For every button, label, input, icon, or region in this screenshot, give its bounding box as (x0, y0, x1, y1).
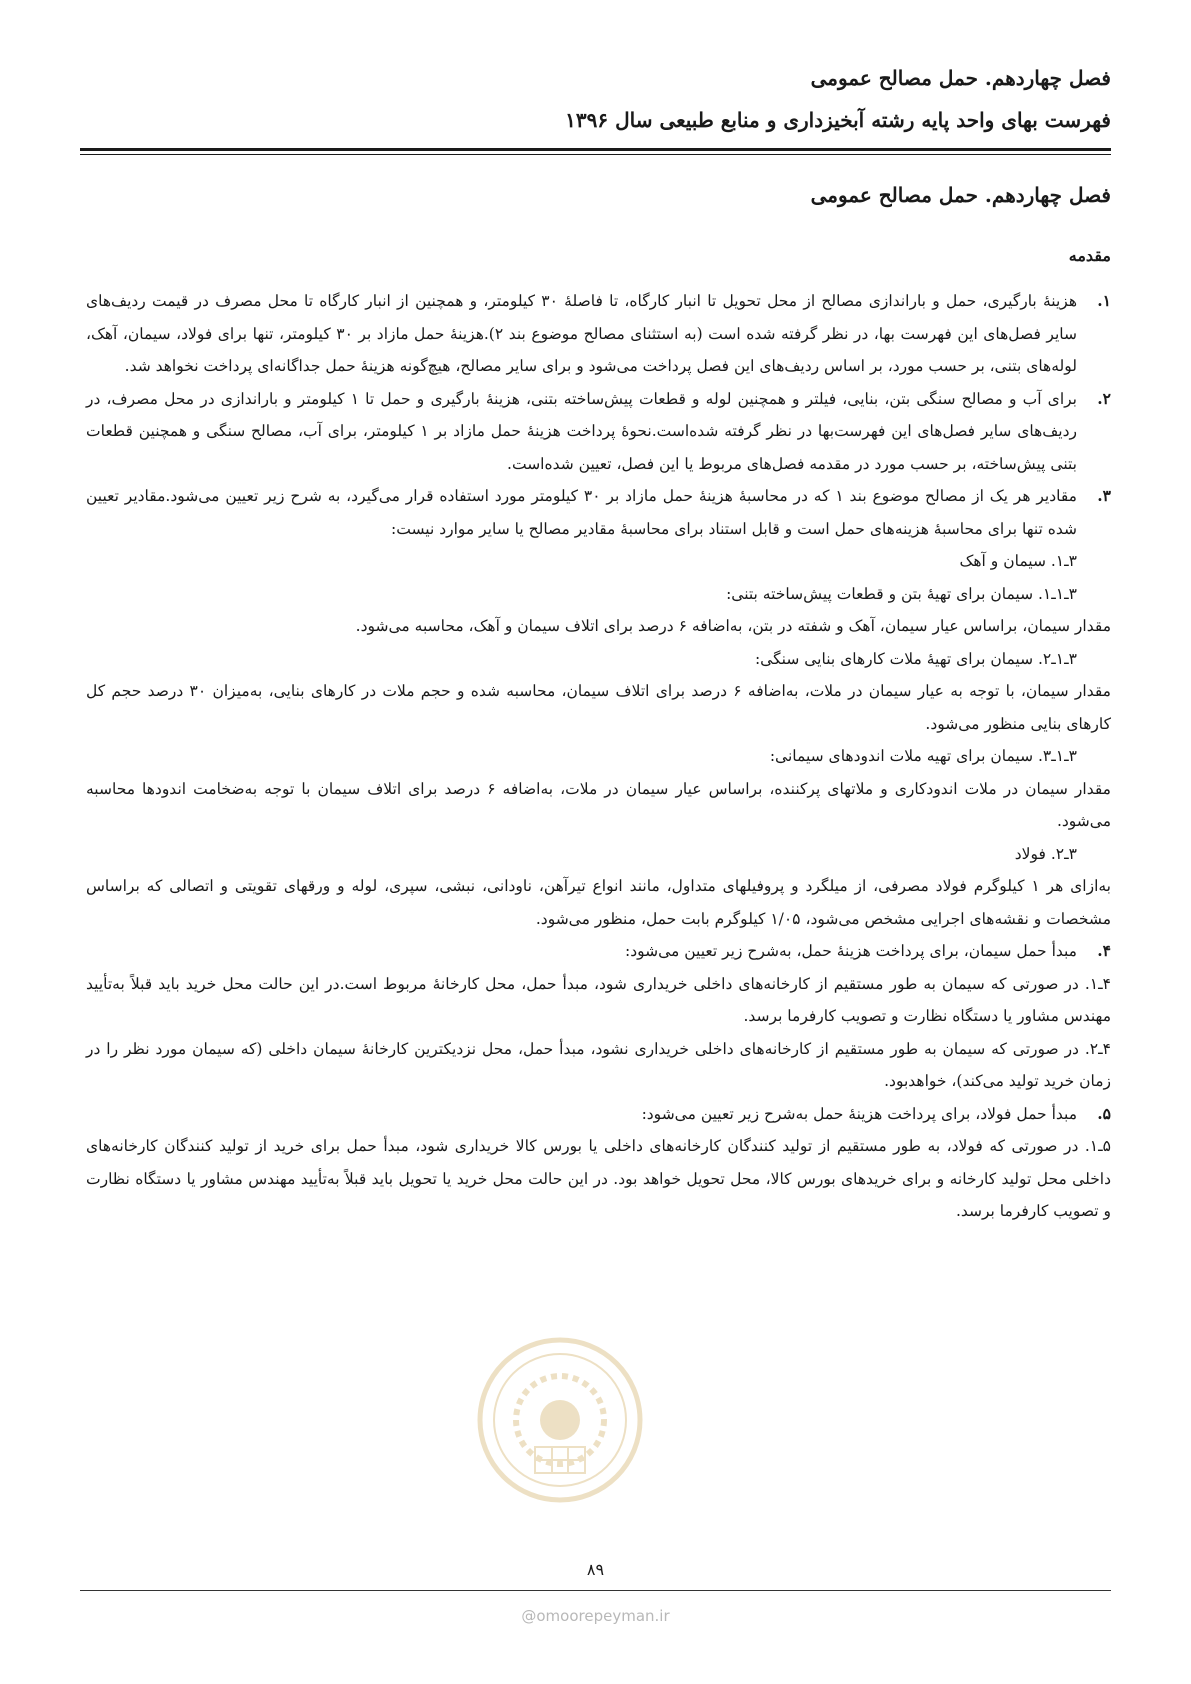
subheading-3-1-1: ۳ـ۱ـ۱. سیمان برای تهیهٔ بتن و قطعات پیش‌ساخته بتنی: (726, 584, 1077, 603)
list-item-3 (86, 480, 1111, 545)
item-number: ۵. (1097, 1103, 1111, 1123)
subheading-3-1-3: ۳ـ۱ـ۳. سیمان برای تهیه ملات اندودهای سیمانی: (769, 747, 1077, 765)
header-rule-thick (80, 148, 1111, 151)
footer-rule (80, 1590, 1111, 1591)
list-item-4 (86, 935, 1111, 968)
running-header-chapter: فصل چهاردهم. حمل مصالح عمومی (810, 66, 1111, 90)
item-text: مبدأ حمل فولاد، برای پرداخت هزینهٔ حمل به‌شرح زیر تعیین می‌شود: (641, 1104, 1077, 1123)
paragraph-4-2: ۴ـ۲. در صورتی که سیمان به طور مستقیم از کارخانه‌های داخلی خریداری نشود، مبدأ حمل، محل نزدیکترین کارخانهٔ سیمان داخلی (که سیمان مورد نظر را در زمان خرید تولید می‌کند)، خواهدبود. (86, 1039, 1111, 1090)
list-item-5 (86, 1098, 1111, 1131)
paragraph-3-2: به‌ازای هر ۱ کیلوگرم فولاد مصرفی، از میلگرد و پروفیلهای متداول، مانند انواع تیرآهن، ناودانی، نبشی، سپری، لوله و ورقهای تقویتی و اتصالی که براساس مشخصات و نقشه‌های اجرایی مشخص می‌شود، ۱/۰۵ کیلوگرم بابت حمل، منظور می‌شود. (86, 877, 1111, 928)
paragraph-3-1-1: مقدار سیمان، براساس عیار سیمان، آهک و شفته در بتن، به‌اضافه ۶ درصد برای اتلاف سیمان و آهک، محاسبه می‌شود. (355, 617, 1111, 635)
running-header-book-title: فهرست بهای واحد پایه رشته آبخیزداری و منابع طبیعی سال ۱۳۹۶ (565, 108, 1111, 132)
paragraph-3-1-3: مقدار سیمان در ملات اندودکاری و ملاتهای پرکننده، براساس عیار سیمان در ملات، به‌اضافه ۶ درصد برای اتلاف سیمان با توجه به‌ضخامت اندودها محاسبه می‌شود. (86, 779, 1111, 830)
item-number: ۱. (1097, 291, 1111, 310)
intro-heading: مقدمه (1068, 246, 1111, 265)
list-item-1 (86, 285, 1111, 383)
item-text: هزینهٔ بارگیری، حمل و باراندازی مصالح از محل تحویل تا انبار کارگاه، تا فاصلهٔ ۳۰ کیلومتر، و همچنین از انبار کارگاه تا محل مصرف در قیمت ردیف‌های سایر فصل‌های این فهرست بها، در نظر گرفته شده است (به استثنای مصالح موضوع بند ۲).هزینهٔ حمل مازاد بر ۳۰ کیلومتر، تنها برای فولاد، سیمان، آهک، لوله‌های بتنی، بر حسب مورد، بر اساس ردیف‌های این فصل پرداخت می‌شود و برای سایر مصالح، هیچ‌گونه هزینهٔ حمل جداگانه‌ای پرداخت نخواهد شد. (86, 292, 1077, 375)
subheading-3-1-2: ۳ـ۱ـ۲. سیمان برای تهیهٔ ملات کارهای بنایی سنگی: (754, 649, 1077, 668)
paragraph-3-1-2: مقدار سیمان، با توجه به عیار سیمان در ملات، به‌اضافه ۶ درصد برای اتلاف سیمان، محاسبه شده و حجم ملات در کارهای بنایی، به‌میزان ۳۰ درصد حجم کل کارهای بنایی منظور می‌شود. (86, 682, 1111, 733)
section-title: فصل چهاردهم. حمل مصالح عمومی (810, 183, 1111, 207)
item-number: ۴. (1097, 941, 1111, 960)
page-number: ۸۹ (586, 1560, 605, 1579)
document-body (86, 285, 1111, 1228)
paragraph-4-1: ۴ـ۱. در صورتی که سیمان به طور مستقیم از کارخانه‌های داخلی خریداری شود، مبدأ حمل، محل کارخانهٔ مربوط است.در این حالت محل خرید باید قبلاً به‌تأیید مهندس مشاور یا دستگاه نظارت و تصویب کارفرما برسد. (86, 974, 1111, 1025)
item-number: ۳. (1097, 486, 1111, 505)
item-text: مبدأ حمل سیمان، برای پرداخت هزینهٔ حمل، به‌شرح زیر تعیین می‌شود: (624, 942, 1077, 960)
subheading-3-2: ۳ـ۲. فولاد (1014, 844, 1077, 863)
website-watermark: @omoorepeyman.ir (521, 1607, 670, 1625)
subheading-3-1: ۳ـ۱. سیمان و آهک (959, 552, 1077, 570)
list-item-2 (86, 383, 1111, 481)
item-number: ۲. (1097, 388, 1111, 408)
item-text: برای آب و مصالح سنگی بتن، بنایی، فیلتر و همچنین لوله و قطعات پیش‌ساخته بتنی، هزینهٔ بارگیری و حمل تا ۱ کیلومتر و باراندازی در محل مصرف، در ردیف‌های سایر فصل‌های این فهرست‌بها در نظر گرفته شده‌است.نحوهٔ پرداخت هزینهٔ حمل مازاد بر ۱ کیلومتر، برای آب، مصالح سنگی و همچنین قطعات بتنی پیش‌ساخته، بر حسب مورد در مقدمه فصل‌های مربوط یا این فصل، تعیین شده‌است. (86, 389, 1077, 473)
header-rule-thin (80, 154, 1111, 155)
paragraph-5-1: ۵ـ۱. در صورتی که فولاد، به طور مستقیم از تولید کنندگان کارخانه‌های داخلی یا بورس کالا خریداری شود، مبدأ حمل برای خرید از تولید کنندگان کارخانه‌های داخلی محل تولید کارخانه و برای خریدهای بورس کالا، محل تحویل خواهد بود. در این حالت محل خرید یا تحویل باید قبلاً به‌تأیید مهندس مشاور یا دستگاه نظارت و تصویب کارفرما برسد. (86, 1137, 1111, 1220)
seal-watermark-icon (475, 1335, 645, 1505)
item-text: مقادیر هر یک از مصالح موضوع بند ۱ که در محاسبهٔ هزینهٔ حمل مازاد بر ۳۰ کیلومتر مورد استفاده قرار می‌گیرد، به شرح زیر تعیین می‌شود.مقادیر تعیین شده تنها برای محاسبهٔ هزینه‌های حمل است و قابل استناد برای محاسبهٔ مقادیر مصالح یا سایر موارد نیست: (86, 487, 1077, 538)
